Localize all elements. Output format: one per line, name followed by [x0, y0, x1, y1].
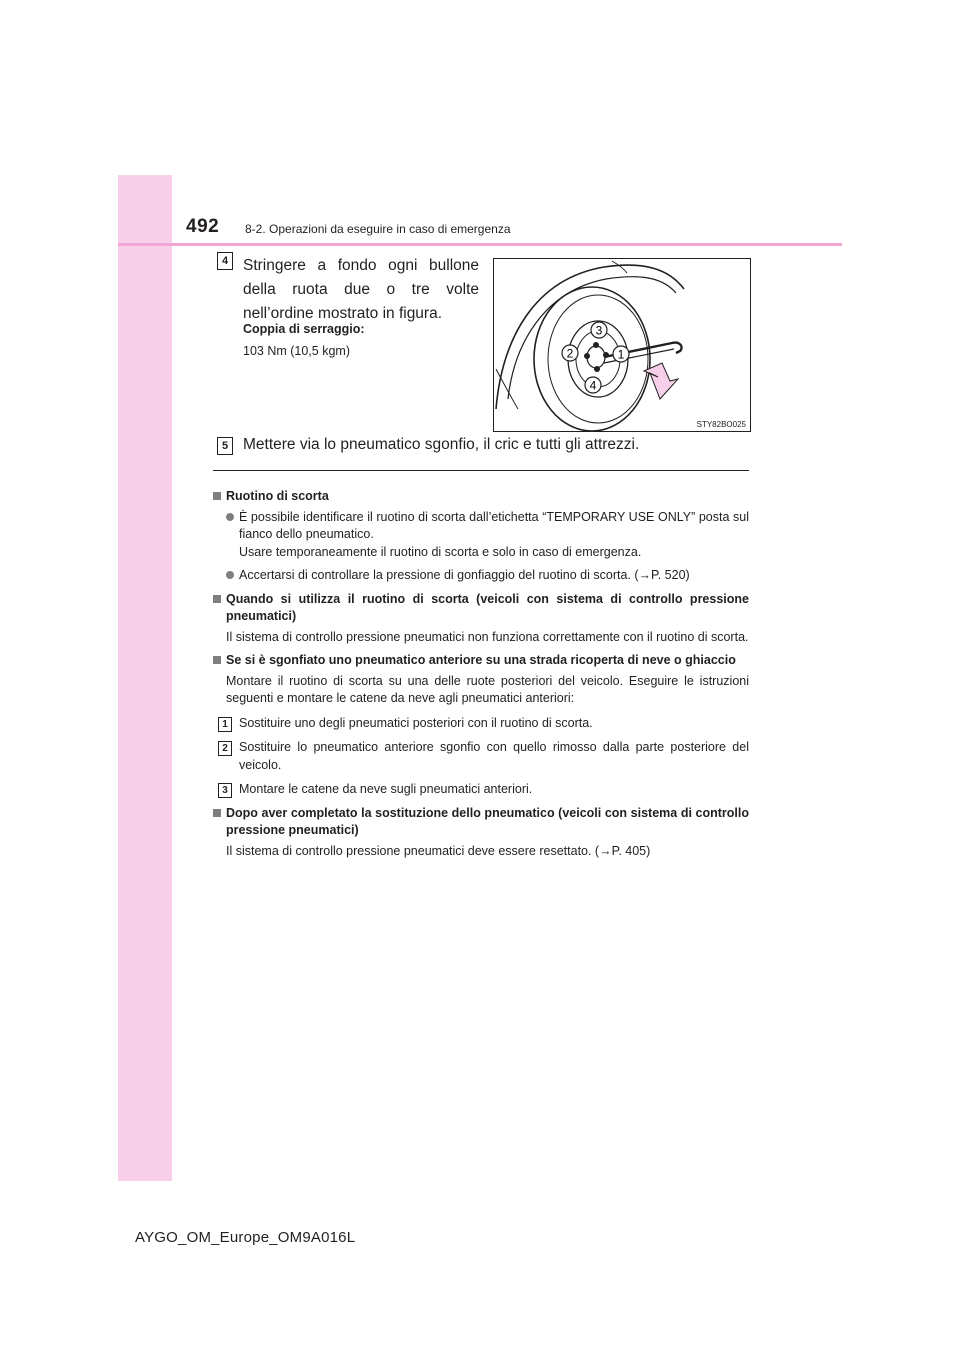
page-side-tab: [118, 175, 172, 1181]
header-rule: [118, 243, 842, 246]
list-item: [213, 509, 749, 562]
numbered-step: [213, 781, 749, 799]
step-badge: 3: [218, 783, 232, 798]
square-marker-icon: [213, 809, 221, 817]
step-5-text: Mettere via lo pneumatico sgonfio, il cric e tutti gli attrezzi.: [243, 436, 640, 453]
snow-title: Se si è sgonfiato uno pneumatico anteriore su una strada ricoperta di neve o ghiaccio: [226, 653, 736, 667]
square-marker-icon: [213, 656, 221, 664]
notes-section: [213, 482, 749, 860]
step-badge: 2: [218, 741, 232, 756]
snow-body: Montare il ruotino di scorta su una delle ruote posteriori del veicolo. Eseguire le istruzioni seguenti e montare le catene da neve agli pneumatici anteriori:: [226, 673, 749, 705]
spare-title: Ruotino di scorta: [226, 489, 329, 503]
torque-value: 103 Nm (10,5 kgm): [243, 344, 350, 358]
note-heading: [213, 591, 749, 626]
tpms-title: Quando si utilizza il ruotino di scorta (veicoli con sistema di controllo pressione pneumatici): [226, 591, 749, 623]
snow-step-text: Sostituire uno degli pneumatici posteriori con il ruotino di scorta.: [239, 715, 593, 730]
step-4-text: Stringere a fondo ogni bullone della ruota due o tre volte nell’ordine mostrato in figura.: [243, 257, 479, 322]
bullet-icon: [226, 571, 234, 579]
list-item: [213, 567, 749, 585]
spare-bullet-1: È possibile identificare il ruotino di scorta dall’etichetta “TEMPORARY USE ONLY” posta sul fianco dello pneumatico.: [239, 509, 749, 541]
tpms-body: Il sistema di controllo pressione pneumatici non funziona correttamente con il ruotino di scorta.: [226, 629, 749, 644]
callout-3: 3: [595, 323, 603, 338]
wheel-nut-illustration: [494, 259, 750, 431]
note-heading: [213, 488, 749, 506]
page-number: 492: [186, 216, 220, 237]
numbered-step: [213, 715, 749, 733]
numbered-step: [213, 739, 749, 774]
spare-bullet-2: Accertarsi di controllare la pressione di gonfiaggio del ruotino di scorta. (→P. 520): [239, 568, 690, 582]
section-divider: [213, 470, 749, 471]
torque-label: Coppia di serraggio:: [243, 322, 365, 336]
section-title: 8-2. Operazioni da eseguire in caso di emergenza: [245, 222, 511, 236]
square-marker-icon: [213, 492, 221, 500]
callout-4: 4: [589, 378, 597, 393]
note-heading: [213, 652, 749, 670]
callout-1: 1: [617, 347, 625, 362]
step-5-badge: 5: [217, 437, 233, 455]
reset-title: Dopo aver completato la sostituzione dello pneumatico (veicoli con sistema di controllo pressione pneumatici): [226, 805, 749, 837]
reset-body: Il sistema di controllo pressione pneumatici deve essere resettato. (→P. 405): [226, 843, 651, 858]
snow-step-text: Montare le catene da neve sugli pneumatici anteriori.: [239, 782, 533, 796]
snow-step-text: Sostituire lo pneumatico anteriore sgonfio con quello rimosso dalla parte posteriore del veicolo.: [239, 740, 749, 772]
note-heading: [213, 805, 749, 840]
square-marker-icon: [213, 595, 221, 603]
spare-bullet-1-line-2: Usare temporaneamente il ruotino di scorta e solo in caso di emergenza.: [239, 544, 642, 559]
step-badge: 1: [218, 717, 232, 732]
step-4-badge: 4: [217, 252, 233, 270]
bullet-icon: [226, 513, 234, 521]
wheel-nut-figure: [493, 258, 751, 432]
figure-code: STY82BO025: [696, 420, 746, 429]
callout-2: 2: [566, 346, 574, 361]
footer-doc-id: AYGO_OM_Europe_OM9A016L: [135, 1229, 356, 1246]
